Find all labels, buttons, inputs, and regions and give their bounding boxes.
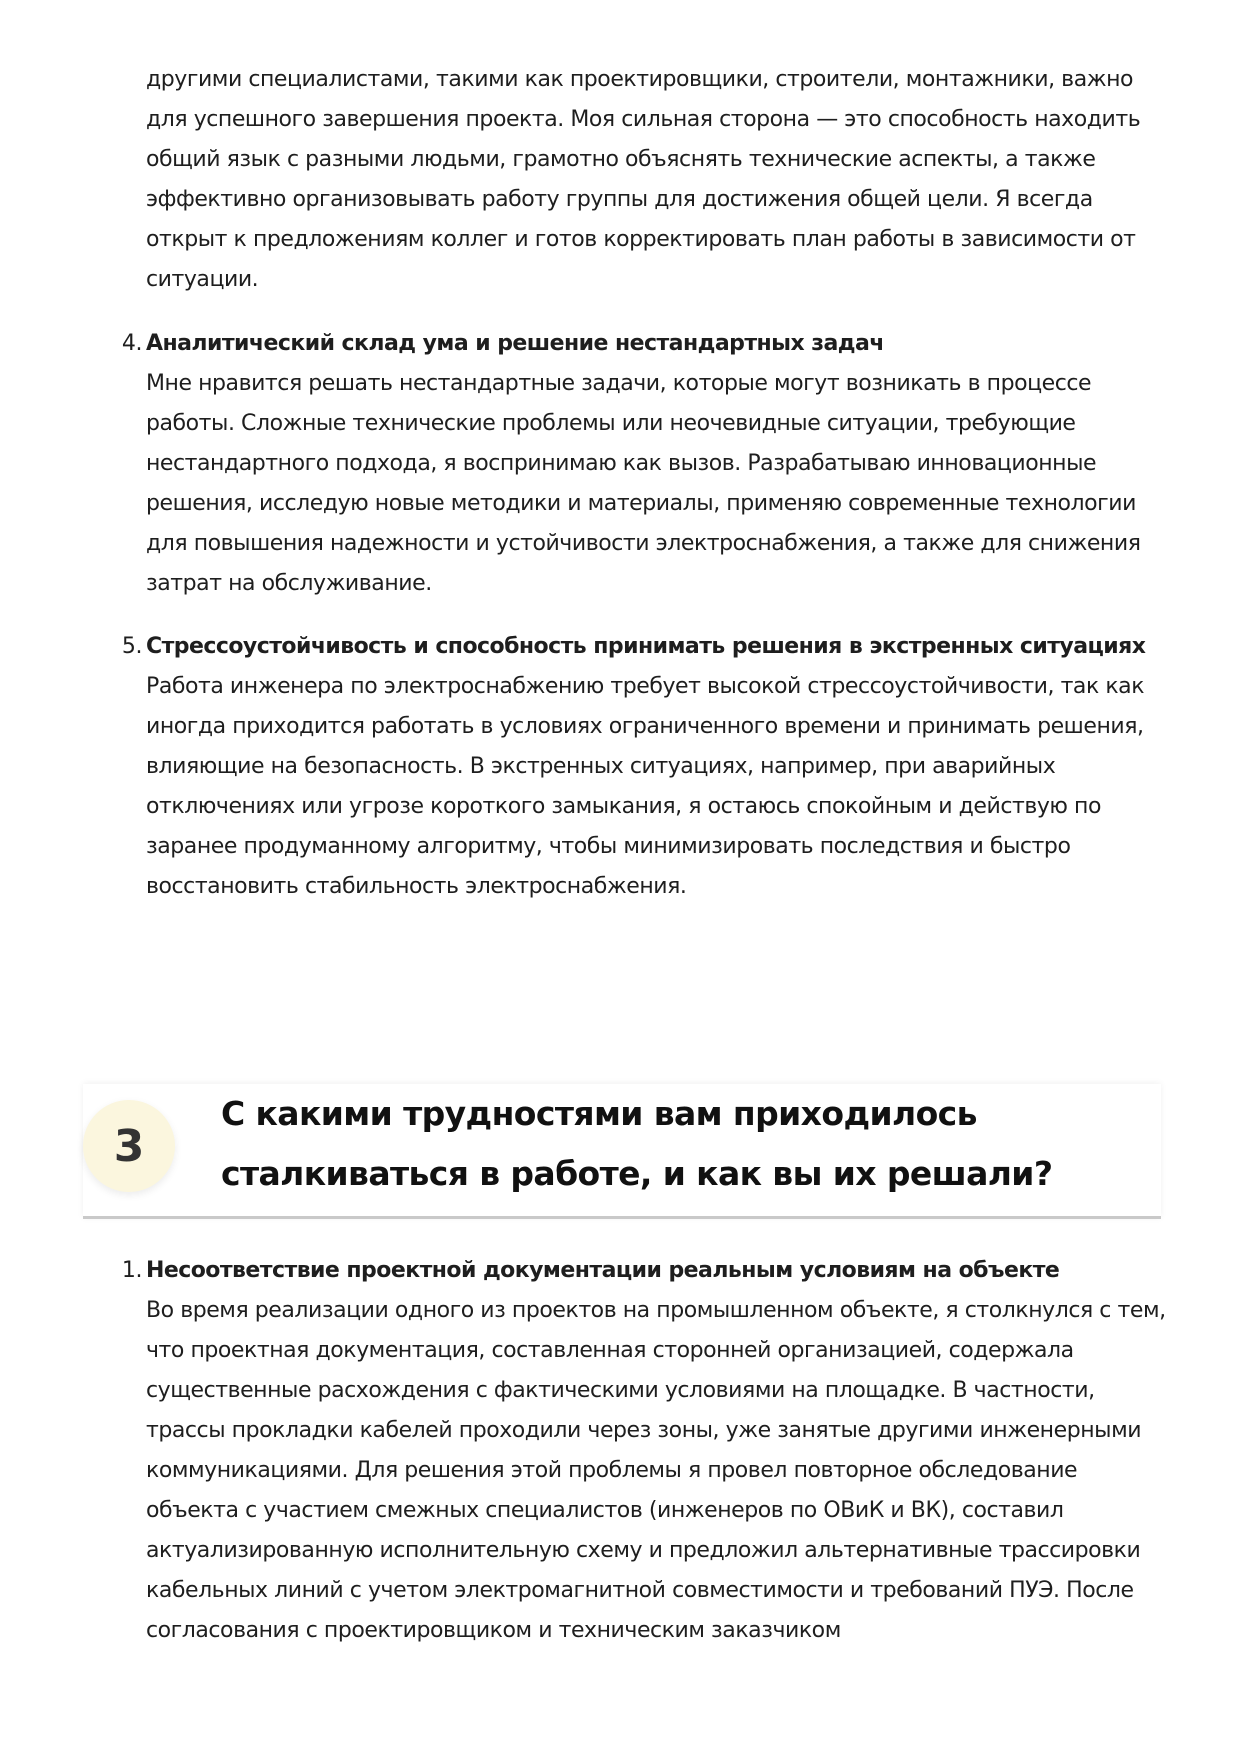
section-title: С какими трудностями вам приходилось сталкиваться в работе, и как вы их решали? <box>221 1094 1053 1193</box>
list-item-number: 5. <box>121 634 142 659</box>
list-item-title: Аналитический склад ума и решение нестандартных задач <box>146 331 884 356</box>
list-item <box>121 324 1166 604</box>
list-item-body: Во время реализации одного из проектов на промышленном объекте, я столкнулся с тем, что проектная документация, составленная сторонней организацией, содержала существенные расхождения с фактическими условиями на площадке. В частности, трассы прокладки кабелей проходили через зоны, уже занятые другими инженерными коммуникациями. Для решения этой проблемы я провел повторное обследование объекта с участием смежных специалистов (инженеров по ОВиК и ВК), составил актуализированную исполнительную схему и предложил альтернативные трассировки кабельных линий с учетом электромагнитной совместимости и требований ПУЭ. После согласования с проектировщиком и техническим заказчиком <box>146 1298 1166 1643</box>
list-item <box>121 1251 1166 1651</box>
list-item-number: 4. <box>121 331 142 356</box>
list-item <box>121 627 1166 907</box>
list-item-body: Мне нравится решать нестандартные задачи, которые могут возникать в процессе работы. Сложные технические проблемы или неочевидные ситуации, требующие нестандартного подхода, я воспринимаю как вызов. Разрабатываю инновационные решения, исследую новые методики и материалы, применяю современные технологии для повышения надежности и устойчивости электроснабжения, а также для снижения затрат на обслуживание. <box>146 371 1141 596</box>
section-header <box>83 1084 1161 1219</box>
list-item-title: Несоответствие проектной документации реальным условиям на объекте <box>146 1258 1060 1283</box>
intro-paragraph: другими специалистами, такими как проектировщики, строители, монтажники, важно для успешного завершения проекта. Моя сильная сторона — это способность находить общий язык с разными людьми, грамотно объяснять технические аспекты, а также эффективно организовывать работу группы для достижения общей цели. Я всегда открыт к предложениям коллег и готов корректировать план работы в зависимости от ситуации. <box>146 67 1141 292</box>
list-item-title: Стрессоустойчивость и способность принимать решения в экстренных ситуациях <box>146 634 1146 659</box>
list-item-number: 1. <box>121 1258 142 1283</box>
section-number-badge: 3 <box>83 1100 175 1192</box>
list-item-body: Работа инженера по электроснабжению требует высокой стрессоустойчивости, так как иногда приходится работать в условиях ограниченного времени и принимать решения, влияющие на безопасность. В экстренных ситуациях, например, при аварийных отключениях или угрозе короткого замыкания, я остаюсь спокойным и действую по заранее продуманному алгоритму, чтобы минимизировать последствия и быстро восстановить стабильность электроснабжения. <box>146 674 1145 899</box>
